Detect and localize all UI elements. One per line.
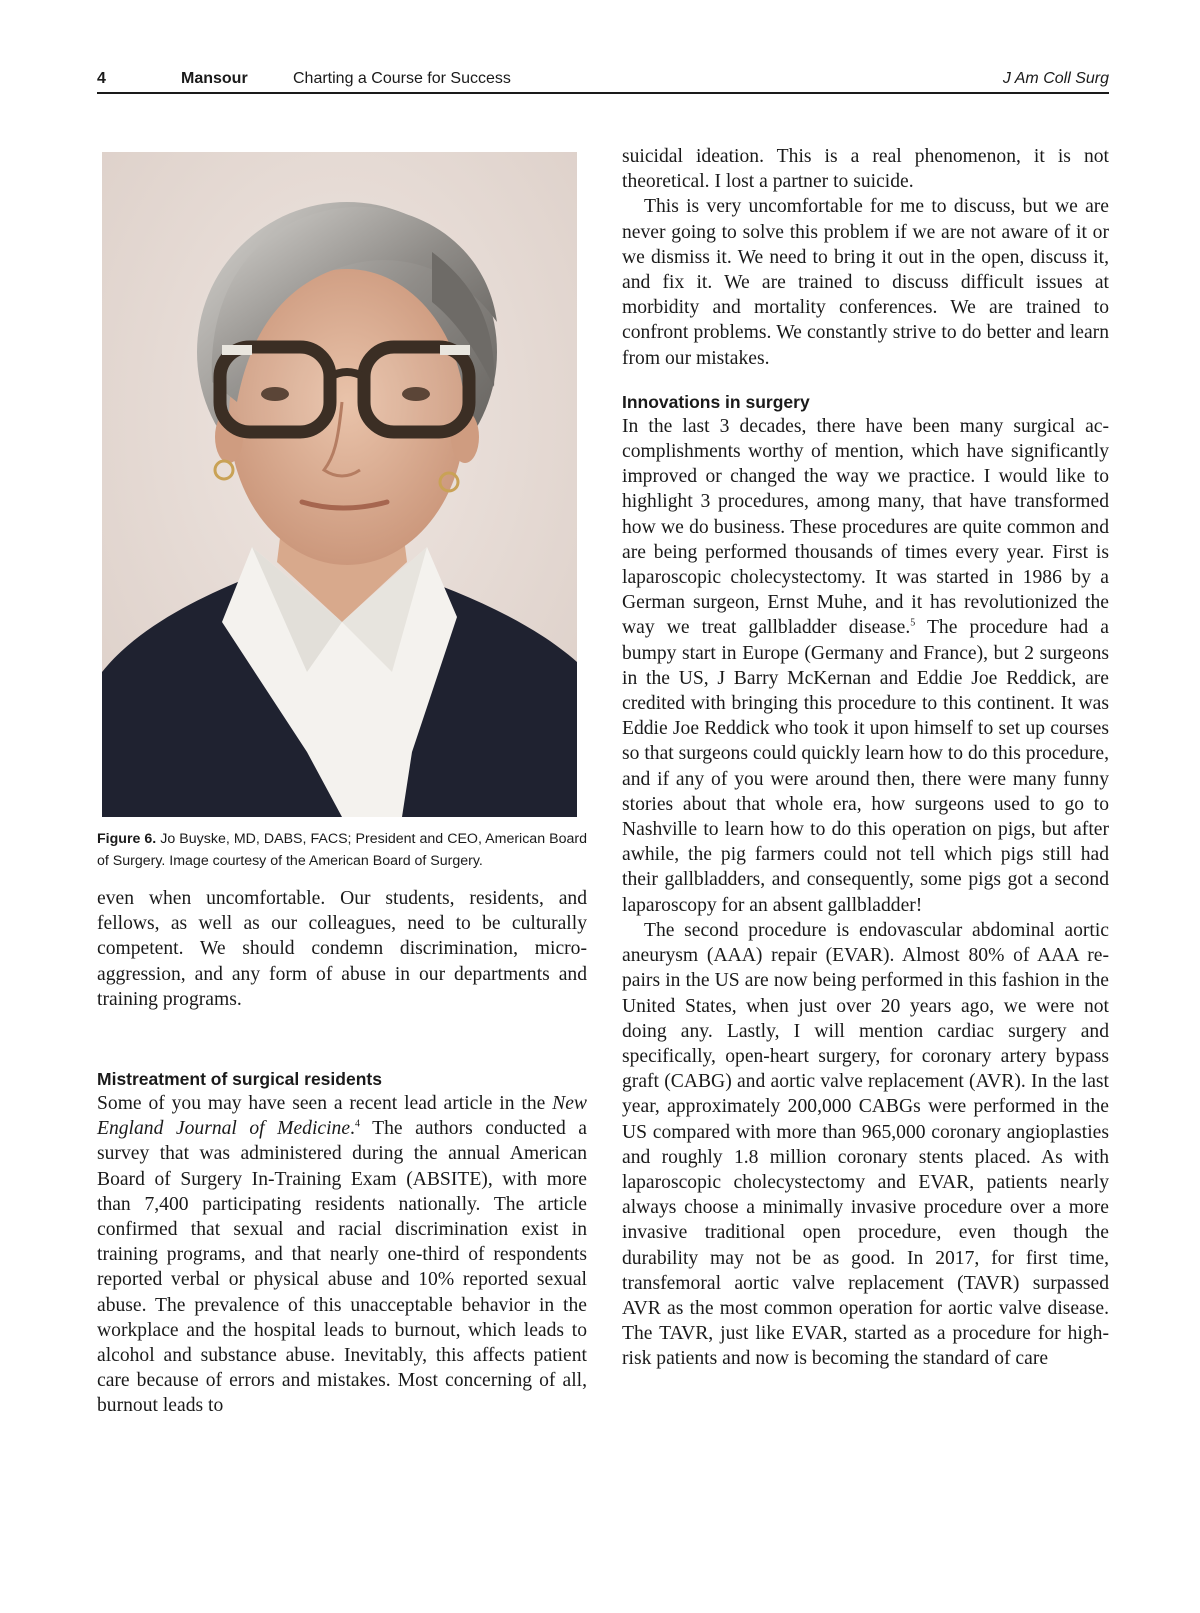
figure-label: Figure 6. xyxy=(97,831,157,847)
journal-title: New England Journal of Medicine xyxy=(97,1093,588,1140)
left-continuation-paragraph: even when uncomfortable. Our students, residents, and fellows, as well as our colleagues, need to be culturally competent. We should condemn discrimination, microaggression, and any form of abuse in our departments and training programs. xyxy=(97,888,587,1010)
running-author: Mansour xyxy=(181,70,248,87)
figure-caption-text: Jo Buyske, MD, DABS, FACS; President and CEO, American Board of Surgery. Image courtesy of the American Board of Surgery. xyxy=(97,831,587,869)
journal-name: J Am Coll Surg xyxy=(1002,70,1109,87)
mistreatment-text-b: The authors conducted a survey that was administered during the annual American Board of Surgery In-Training Exam (ABSITE), with more than 7,400 participating residents nationally. The article confirmed that sexual and racial discrimination exist in training programs, and that nearly one-third of respondents reported verbal or physical abuse and 10% reported sexual abuse. The prevalence of this unacceptable behavior in the workplace and the hospital leads to burnout, which leads to alcohol and substance abuse. Inevitably, this affects patient care because of errors and mistakes. Most concerning of all, burnout leads to xyxy=(97,1118,587,1417)
second-procedure-paragraph: The second procedure is endovascular abdominal aortic aneurysm (AAA) repair (EVAR). Almost 80% of AAA repairs in the US are now being performed in this fashion in the United States, when just over 20 years ago, we were not doing any. Lastly, I will mention cardiac surgery and specifically, open-heart surgery, for coronary artery bypass graft (CABG) and aortic valve replacement (AVR). In the last year, approximately 200,000 CABGs were performed in the US compared with more than 965,000 coronary angioplasties and roughly 1.8 million coronary stents placed. As with laparoscopic cholecystectomy and EVAR, patients nearly always choose a minimally invasive procedure over a more invasive traditional open procedure, even though the durability may not be as good. In 2017, for first time, transfemoral aortic valve replacement (TAVR) surpassed AVR as the most common operation for aortic valve disease. The TAVR, just like EVAR, started as a procedure for high-risk patients and now is becoming the standard of care xyxy=(622,919,1109,1370)
section-heading-mistreatment: Mistreatment of surgical residents xyxy=(97,1069,382,1090)
right-continuation-paragraph: suicidal ideation. This is a real phenomenon, it is not theoretical. I lost a partner to suicide. xyxy=(622,146,1109,193)
right-column xyxy=(622,144,1109,1372)
portrait-photo xyxy=(102,152,577,817)
page-number: 4 xyxy=(97,70,106,87)
reference-5: 5 xyxy=(910,617,916,629)
portrait-illustration xyxy=(102,152,577,817)
innovations-paragraph xyxy=(622,414,1109,918)
innovations-text-a: In the last 3 decades, there have been many surgical accomplishments worthy of mention, which have significantly improved or changed the way we practice. I would like to highlight 3 procedures, among many, that have transformed how we do business. These procedures are quite common and are being performed thousands of times every year. First is laparoscopic cholecystectomy. It was started in 1986 by a German surgeon, Ernst Muhe, and it has revolutionized the way we treat gallbladder disease. xyxy=(622,415,1109,639)
mistreatment-text-a: Some of you may have seen a recent lead article in the xyxy=(97,1093,546,1115)
running-header xyxy=(97,68,1109,94)
section-heading-innovations: Innovations in surgery xyxy=(622,391,810,412)
running-title: Charting a Course for Success xyxy=(293,70,511,87)
innovations-text-b: The procedure had a bumpy start in Europe (Germany and France), but 2 surgeons in the US, J Barry McKernan and Eddie Joe Reddick, are credited with bringing this procedure to this continent. It was Eddie Joe Reddick who took it upon himself to set up courses so that surgeons could quickly learn how to do this procedure, and if any of you were around then, there were many funny stories about that whole era, how surgeons used to go to Nashville to learn how to do this operation on pigs, but after awhile, the pig farmers could not tell which pigs still had their gallbladders, and consequently, some pigs got a second laparoscopy for an absent gallbladder! xyxy=(622,617,1109,916)
left-column xyxy=(97,886,587,1419)
reference-4: 4 xyxy=(354,1118,360,1130)
figure-caption xyxy=(97,828,587,872)
discuss-paragraph: This is very uncomfortable for me to discuss, but we are never going to solve this problem if we are not aware of it or we dismiss it. We need to bring it out in the open, discuss it, and fix it. We are trained to discuss difficult issues at morbidity and mortality conferences. We are trained to confront problems. We constantly strive to do better and learn from our mistakes. xyxy=(622,196,1109,369)
mistreatment-paragraph: Some of you may have seen a recent lead article in the New England Journal of Medicine.$^4$ The authors conducted a survey that was administered during the annual American Board of Surgery In-Training Exam (ABSITE), with more than 7,400 participating residents nationally. The article confirmed that sexual and racial discrimination exist in training programs, and that nearly one-third of respondents reported verbal or physical abuse and 10% reported sexual abuse. The prevalence of this unacceptable behavior in the workplace and the hospital leads to burnout, which leads to alcohol and substance abuse. Inevitably, this affects patient care because of errors and mistakes. Most concerning of all, burnout leads to xyxy=(97,1093,588,1417)
